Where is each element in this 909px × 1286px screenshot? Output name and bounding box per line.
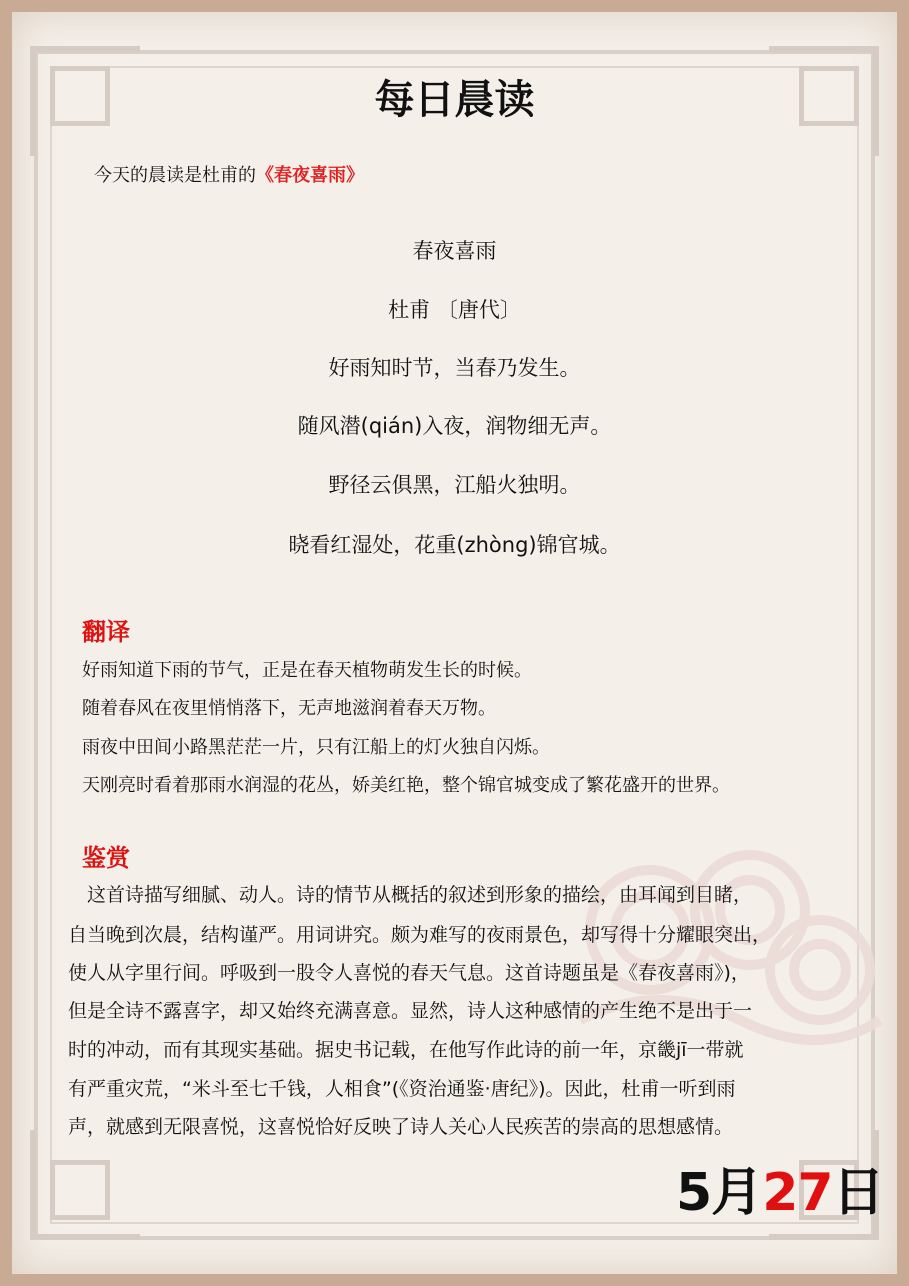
intro-poem-title: 《春夜喜雨》 [256,165,364,186]
translation-heading: 翻译 [82,618,130,646]
date-month: 5月 [676,1163,763,1223]
poem-line: 好雨知时节，当春乃发生。 [328,356,581,380]
appreciation-heading: 鉴赏 [82,844,130,872]
appreciation-line: 自当晚到次晨，结构谨严。用词讲究。颇为难写的夜雨景色，却写得十分耀眼突出， [68,924,772,946]
appreciation-line: 这首诗描写细腻、动人。诗的情节从概括的叙述到形象的描绘，由耳闻到目睹， [68,884,753,906]
appreciation-line: 有严重灾荒，“米斗至七千钱，人相食”(《资治通鉴·唐纪》)。因此，杜甫一听到雨 [68,1078,736,1100]
intro-text [94,161,364,187]
poem-line: 野径云俱黑，江船火独明。 [328,473,581,497]
translation-line: 天刚亮时看着那雨水润湿的花丛，娇美红艳，整个锦官城变成了繁花盛开的世界。 [82,775,730,796]
intro-prefix: 今天的晨读是杜甫的 [94,165,256,186]
date-suffix: 日 [832,1163,884,1223]
poem-line: 随风潜(qián)入夜，润物细无声。 [297,414,612,438]
date-day: 27 [762,1163,833,1223]
appreciation-line: 时的冲动，而有其现实基础。据史书记载，在他写作此诗的前一年，京畿jī一带就 [68,1039,744,1061]
appreciation-line: 但是全诗不露喜字，却又始终充满喜意。显然，诗人这种感情的产生绝不是出于一 [68,1000,753,1022]
appreciation-line: 使人从字里行间。呼吸到一股令人喜悦的春天气息。这首诗题虽是《春夜喜雨》)， [68,962,750,984]
poem-line: 晓看红湿处，花重(zhòng)锦官城。 [288,533,621,557]
appreciation-line: 声，就感到无限喜悦，这喜悦恰好反映了诗人关心人民疾苦的崇高的思想感情。 [68,1116,734,1138]
date-stamp [676,1150,884,1225]
translation-line: 雨夜中田间小路黑茫茫一片，只有江船上的灯火独自闪烁。 [82,737,550,758]
translation-line: 随着春风在夜里悄悄落下，无声地滋润着春天万物。 [82,698,496,719]
poem-author: 杜甫 〔唐代〕 [388,298,521,322]
poem-title: 春夜喜雨 [412,239,497,263]
translation-line: 好雨知道下雨的节气，正是在春天植物萌发生长的时候。 [82,660,532,681]
corner-ornament-bottom-left [30,1130,140,1240]
page-title: 每日晨读 [374,77,535,123]
